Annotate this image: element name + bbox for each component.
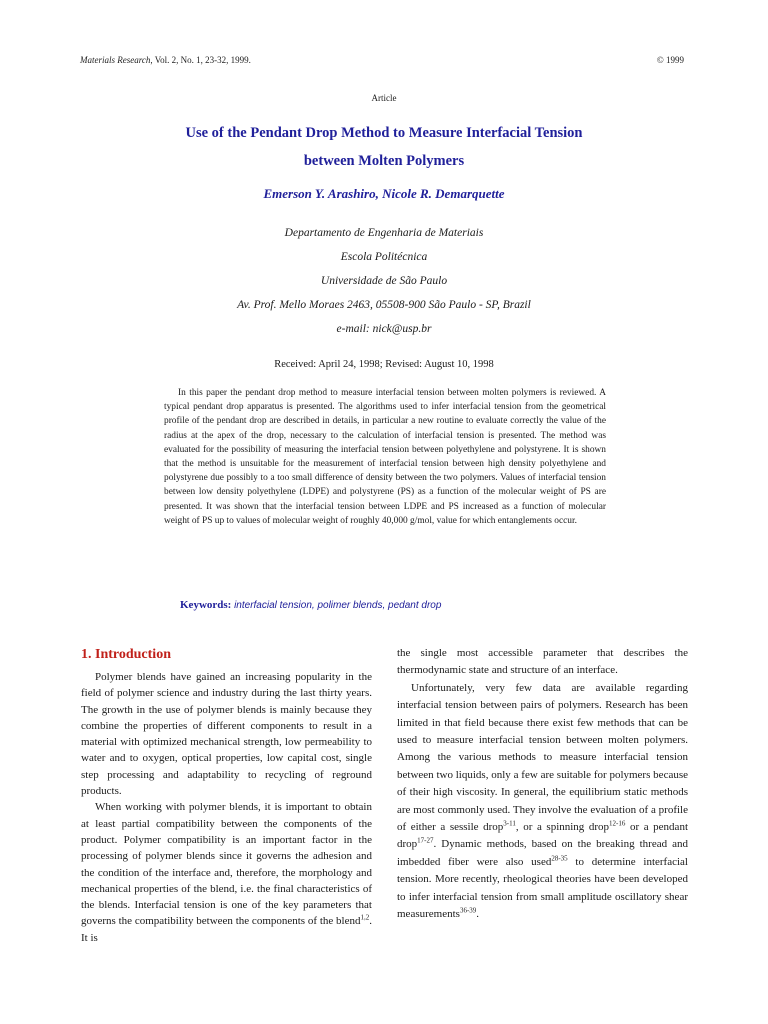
author-list: Emerson Y. Arashiro, Nicole R. Demarquette xyxy=(263,186,505,201)
reference-superscript: 36-39 xyxy=(459,906,477,915)
intro-paragraph-3-part-b: , or a spinning drop xyxy=(515,821,610,834)
affiliation-school: Escola Politécnica xyxy=(340,251,428,263)
affiliation-email: e-mail: nick@usp.br xyxy=(336,323,432,335)
intro-paragraph-3-part-c: or a pendant drop xyxy=(397,821,688,851)
left-column xyxy=(81,645,372,946)
article-type-label: Article xyxy=(371,93,397,103)
section-heading-introduction: 1. Introduction xyxy=(81,647,171,662)
reference-superscript: 17-27 xyxy=(417,836,434,845)
copyright-notice: © 1999 xyxy=(656,55,684,65)
intro-paragraph-3-part-d: . Dynamic methods, based on the breaking thread and imbedded fiber were also used xyxy=(397,838,688,868)
paper-title xyxy=(80,119,688,175)
keywords-line xyxy=(180,599,441,611)
right-column xyxy=(397,645,688,924)
journal-name: Materials Research xyxy=(80,55,151,65)
intro-continued-paragraph: the single most accessible parameter that describes the thermodynamic state and structure of an interface. xyxy=(397,647,688,677)
received-dates: Received: April 24, 1998; Revised: August 10, 1998 xyxy=(274,359,494,370)
keywords-value: interfacial tension, polimer blends, pedant drop xyxy=(234,600,442,611)
intro-paragraph-2 xyxy=(81,799,372,946)
intro-paragraph-3-part-f: . xyxy=(476,908,480,921)
reference-superscript: 28-35 xyxy=(551,854,568,863)
affiliation-block xyxy=(0,221,768,341)
title-line-2: between Molten Polymers xyxy=(303,153,465,169)
citation-details: , Vol. 2, No. 1, 23-32, 1999. xyxy=(150,55,251,65)
intro-paragraph-2-text: When working with polymer blends, it is important to obtain at least partial compatibility between the components of the product. Polymer compatibility is an important factor in the processing of polymer blends since it governs the adhesion and the condition of the interface and, therefore, the morphology and mechanical properties of the blend, i.e. the final characteristics of the blends. Interfacial tension is one of the key parameters that governs the compatibility between the components of the blend xyxy=(81,801,372,928)
intro-paragraph-3-part-e: to determine interfacial tension. More recently, rheological theories have been developed to infer interfacial tension from small amplitude oscillatory shear measurements xyxy=(397,855,688,921)
title-line-1: Use of the Pendant Drop Method to Measure Interfacial Tension xyxy=(185,125,583,141)
reference-superscript: 3-11 xyxy=(503,819,516,828)
intro-paragraph-2-end: . It is xyxy=(81,915,372,944)
journal-citation xyxy=(80,55,251,65)
abstract-text: In this paper the pendant drop method to measure interfacial tension between molten polymers is reviewed. A typical pendant drop apparatus is presented. The algorithms used to infer interfacial tension from the geometrical profile of the pendant drop are described in details, in particular a new routine to evaluate correctly the value of the radius at the apex of the drop, necessary to the calculation of interfacial tension is presented. The method was evaluated for the possibility of measuring the interfacial tension between polyethylene and polystyrene. It is shown that the method is unsuitable for the measurement of interfacial tension between high density polyethylene and polystyrene due possibly to a too small difference of density between the two polymers. Values of interfacial tension between low density polyethylene (LDPE) and polystyrene (PS) as a function of the molecular weight of PS are presented. It was shown that the interfacial tension between LDPE and PS increased as a function of molecular weight of PS up to values of molecular weight of roughly 40,000 g/mol, value for which entanglements occur. xyxy=(164,388,606,526)
affiliation-address: Av. Prof. Mello Moraes 2463, 05508-900 São Paulo - SP, Brazil xyxy=(237,299,531,311)
intro-paragraph-3-part-a: Unfortunately, very few data are available regarding interfacial tension between pairs of polymers. Research has been limited in that field because there exist few methods that can be used to measure interfacial tension between molten polymers. Among the various methods to measure interfacial tension between two liquids, only a few are suitable for polymers because of their high viscosity. In general, the equilibrium static methods are most commonly used. They involve the evaluation of a profile of either a sessile drop xyxy=(397,681,688,834)
intro-paragraph-3 xyxy=(397,680,688,924)
keywords-label: Keywords: xyxy=(180,599,232,611)
affiliation-department: Departamento de Engenharia de Materiais xyxy=(284,227,484,239)
reference-superscript: 12-16 xyxy=(609,819,626,828)
affiliation-university: Universidade de São Paulo xyxy=(320,275,448,287)
reference-superscript: 1,2 xyxy=(360,913,370,922)
intro-paragraph-1: Polymer blends have gained an increasing popularity in the field of polymer science and industry during the last thirty years. The growth in the use of polymer blends is mainly because they combine the properties of different components to result in a material with optimized mechanical strength, low permeability to water and to oxygen, optical properties, low capital cost, single step processing and adaptability to recycling of reground products. xyxy=(81,671,372,798)
